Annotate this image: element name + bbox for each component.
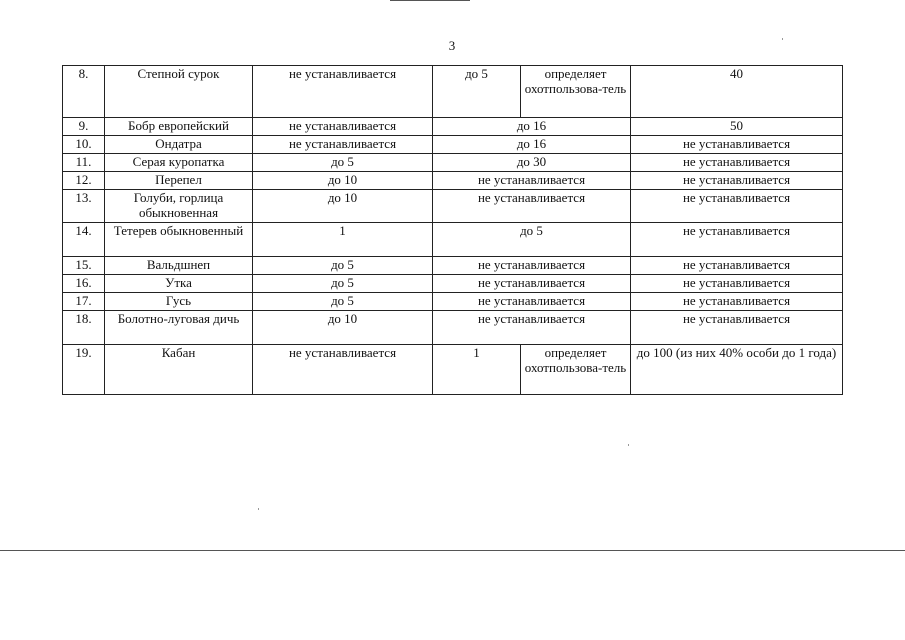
row-number: 18. [63, 311, 105, 345]
species-name: Кабан [105, 345, 253, 395]
cell-col6: не устанавливается [631, 172, 843, 190]
cell-col45: не устанавливается [433, 275, 631, 293]
table-row [63, 154, 843, 172]
cell-col4: до 5 [433, 66, 521, 118]
cell-col6: не устанавливается [631, 275, 843, 293]
row-number: 10. [63, 136, 105, 154]
table-row [63, 345, 843, 395]
cell-col6: не устанавливается [631, 154, 843, 172]
row-number: 8. [63, 66, 105, 118]
cell-col6: 50 [631, 118, 843, 136]
cell-col3: не устанавливается [253, 136, 433, 154]
species-name: Болотно-луговая дичь [105, 311, 253, 345]
scan-speck [258, 508, 259, 510]
row-number: 14. [63, 223, 105, 257]
species-name: Ондатра [105, 136, 253, 154]
scan-speck [782, 38, 783, 40]
cell-col45: до 30 [433, 154, 631, 172]
row-number: 11. [63, 154, 105, 172]
cell-col3: до 5 [253, 275, 433, 293]
table-row [63, 66, 843, 118]
table-row [63, 293, 843, 311]
cell-col45: не устанавливается [433, 190, 631, 223]
species-name: Утка [105, 275, 253, 293]
cell-col3: до 10 [253, 190, 433, 223]
cell-col5: определяет охотпользова-тель [521, 345, 631, 395]
table-row [63, 311, 843, 345]
scan-speck [628, 444, 629, 446]
species-name: Перепел [105, 172, 253, 190]
table-row [63, 223, 843, 257]
cell-col6: не устанавливается [631, 311, 843, 345]
row-number: 9. [63, 118, 105, 136]
species-name: Гусь [105, 293, 253, 311]
cell-col45: не устанавливается [433, 172, 631, 190]
cell-col45: не устанавливается [433, 311, 631, 345]
bottom-scan-line [0, 550, 905, 551]
cell-col3: до 5 [253, 154, 433, 172]
cell-col6: не устанавливается [631, 293, 843, 311]
cell-col3: до 10 [253, 311, 433, 345]
row-number: 13. [63, 190, 105, 223]
cell-col45: не устанавливается [433, 293, 631, 311]
cell-col6: не устанавливается [631, 223, 843, 257]
species-name: Вальдшнеп [105, 257, 253, 275]
cell-col3: не устанавливается [253, 118, 433, 136]
species-name: Степной сурок [105, 66, 253, 118]
page-number: 3 [448, 38, 456, 53]
cell-col6: не устанавливается [631, 136, 843, 154]
row-number: 15. [63, 257, 105, 275]
cell-col6: до 100 (из них 40% особи до 1 года) [631, 345, 843, 395]
species-name: Голуби, горлица обыкновенная [105, 190, 253, 223]
cell-col6: 40 [631, 66, 843, 118]
row-number: 19. [63, 345, 105, 395]
species-name: Бобр европейский [105, 118, 253, 136]
cell-col6: не устанавливается [631, 190, 843, 223]
table-row [63, 172, 843, 190]
cell-col4: 1 [433, 345, 521, 395]
table-row [63, 190, 843, 223]
cell-col45: до 16 [433, 118, 631, 136]
species-name: Серая куропатка [105, 154, 253, 172]
cell-col45: до 16 [433, 136, 631, 154]
cell-col45: не устанавливается [433, 257, 631, 275]
cell-col3: не устанавливается [253, 345, 433, 395]
cell-col3: 1 [253, 223, 433, 257]
row-number: 16. [63, 275, 105, 293]
cell-col5: определяет охотпользова-тель [521, 66, 631, 118]
cell-col3: до 10 [253, 172, 433, 190]
cell-col3: до 5 [253, 257, 433, 275]
top-scan-line [390, 0, 470, 1]
species-name: Тетерев обыкновенный [105, 223, 253, 257]
cell-col3: до 5 [253, 293, 433, 311]
table-row [63, 118, 843, 136]
hunting-norms-table [62, 65, 843, 395]
table-row [63, 257, 843, 275]
table-row [63, 136, 843, 154]
row-number: 17. [63, 293, 105, 311]
cell-col6: не устанавливается [631, 257, 843, 275]
table-row [63, 275, 843, 293]
cell-col45: до 5 [433, 223, 631, 257]
row-number: 12. [63, 172, 105, 190]
cell-col3: не устанавливается [253, 66, 433, 118]
